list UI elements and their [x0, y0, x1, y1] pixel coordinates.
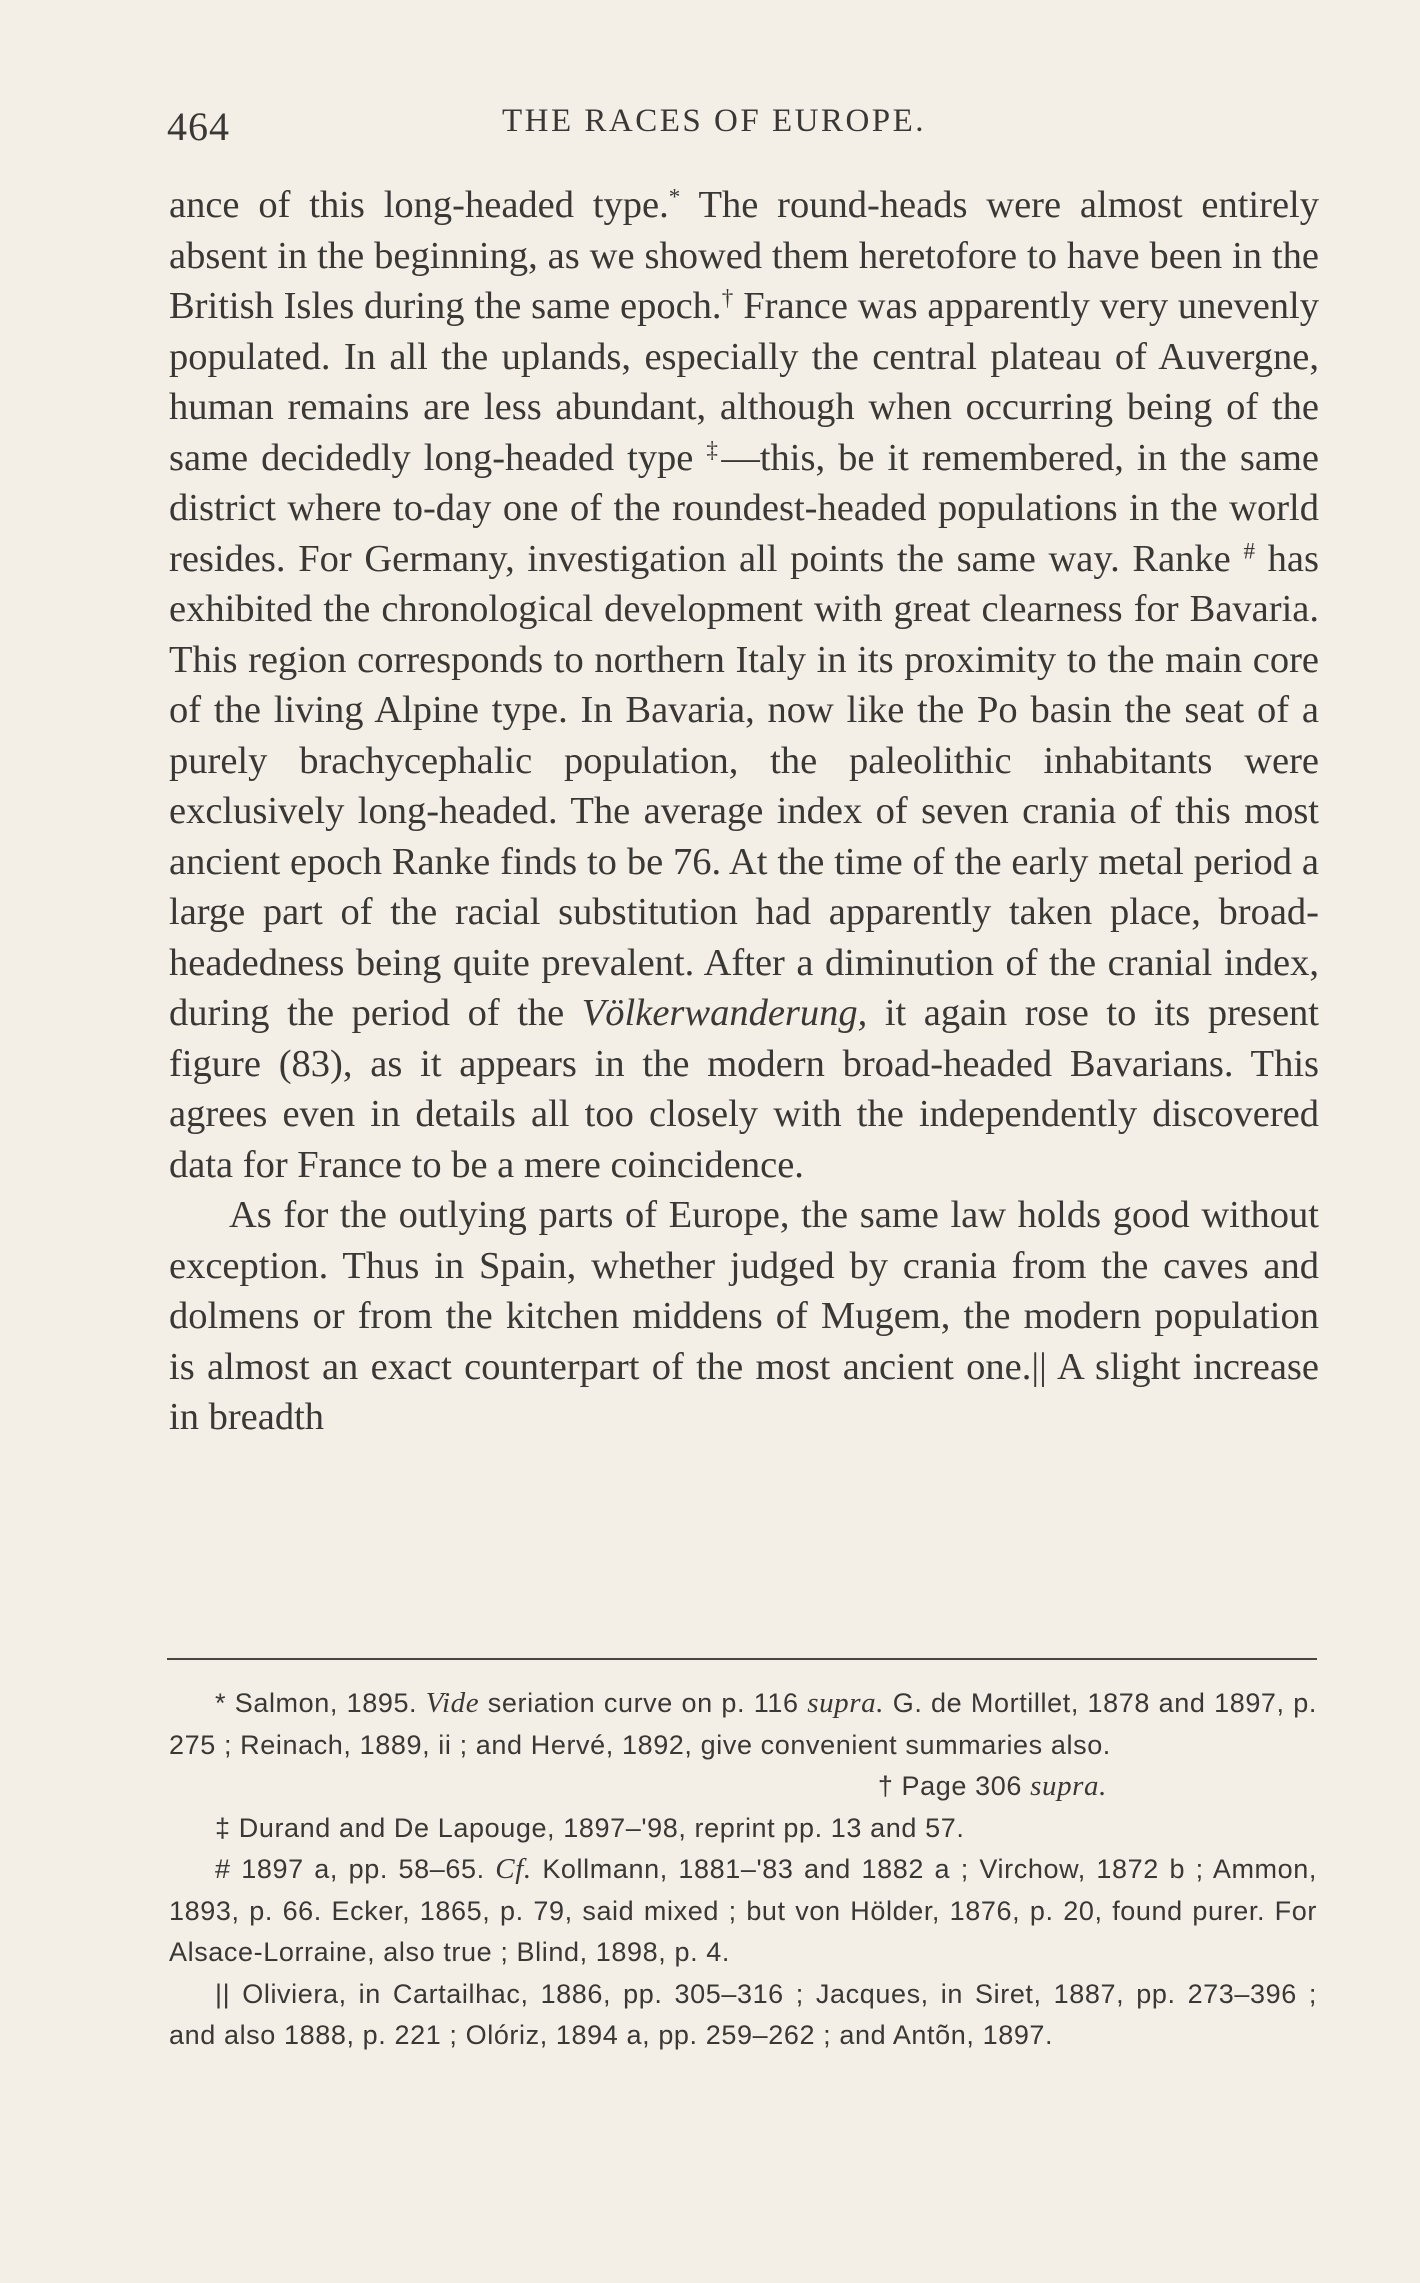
footnote-marker: #: [1243, 536, 1255, 563]
text-run: ance of this long-headed type.: [169, 184, 669, 226]
footnote-text: 1897 a, pp. 58–65.: [230, 1854, 496, 1884]
text-run: The round-heads were almost entirely absent in the beginning, as we showed them heretofore to have been in the British Isles during the same epoch.: [169, 184, 1319, 327]
paragraph-1: [169, 180, 1319, 1190]
text-run: As for the outlying parts of Europe, the same law holds good without exception. Thus in Spain, whether judged by crania from the caves and dolmens or from the kitchen middens of Mugem, the modern population is almost an exact counterpart of the most ancient one.: [169, 1194, 1319, 1388]
footnote-5: [169, 1974, 1317, 2057]
footnote-2-line: [169, 1766, 1317, 1808]
footnote-divider: [167, 1658, 1317, 1660]
text-run: France was apparently very unevenly populated. In all the uplands, especially the central plateau of Auvergne, human remains are less abundant, although when occurring being of the same decidedly long-headed type: [169, 285, 1319, 479]
text-run: —this, be it remembered, in the same district where to-day one of the roundest-headed populations in the world resides. For Germany, investigation all points the same way. Ranke: [169, 436, 1319, 580]
footnote-text: Kollmann, 1881–'83 and 1882 a ; Virchow, 1872 b ; Ammon, 1893, p. 66. Ecker, 1865, p. 79, said mixed ; but von Hölder, 1876, p. 20, found purer. For Alsace-Lorraine, also true ; Blind, 1898, p. 4.: [169, 1854, 1317, 1967]
footnotes: [169, 1683, 1317, 2057]
italic-term: supra.: [1030, 1770, 1107, 1802]
italic-term: Cf.: [495, 1853, 532, 1885]
footnote-marker: *: [215, 1688, 227, 1718]
footnote-marker: ||: [215, 1978, 231, 2009]
main-text: [169, 180, 1319, 1443]
footnote-marker: #: [215, 1854, 231, 1884]
page-number: 464: [167, 104, 230, 149]
text-run: it again rose to its present figure (83), as it appears in the modern broad-headed Bavarians. This agrees even in details all too closely with the independently discovered data for France to be a mere coincidence.: [169, 992, 1320, 1186]
italic-term: Völkerwanderung,: [581, 992, 868, 1034]
footnote-text: Salmon, 1895.: [226, 1688, 426, 1718]
text-run: A slight increase in breadth: [169, 1345, 1319, 1438]
text-run: has exhibited the chronological development with great clearness for Bavaria. This region corresponds to northern Italy in its proximity to the main core of the living Alpine type. In Bavaria, now like the Po basin the seat of a purely brachycephalic population, the paleolithic inhabitants were exclusively long-headed. The average index of seven crania of this most ancient epoch Ranke finds to be 76. At the time of the early metal period a large part of the racial substitution had apparently taken place, broad-headedness being quite prevalent. After a diminution of the cranial index, during the period of the: [169, 537, 1319, 1034]
page-header: [167, 95, 1317, 155]
footnote-marker: ||: [1031, 1345, 1047, 1388]
footnote-marker: ‡: [706, 435, 722, 462]
footnote-text: G. de Mortillet, 1878 and 1897, p. 275 ; Reinach, 1889, ii ; and Hervé, 1892, give convenient summaries also.: [169, 1688, 1317, 1760]
footnote-marker: *: [668, 183, 681, 210]
italic-term: supra.: [807, 1687, 885, 1719]
footnote-text: Oliviera, in Cartailhac, 1886, pp. 305–316 ; Jacques, in Siret, 1887, pp. 273–396 ; and also 1888, p. 221 ; Olóriz, 1894 a, pp. 259–262 ; and Antõn, 1897.: [169, 1978, 1317, 2050]
footnote-marker: †: [721, 284, 734, 311]
footnote-marker: †: [877, 1771, 894, 1801]
footnote-marker: ‡: [215, 1812, 231, 1843]
running-head: THE RACES OF EUROPE.: [502, 103, 927, 139]
footnote-text: Page 306: [893, 1771, 1031, 1801]
footnote-text: Durand and De Lapouge, 1897–'98, reprint pp. 13 and 57.: [230, 1812, 965, 1843]
footnote-3: [169, 1808, 1317, 1850]
footnote-1: [169, 1683, 1317, 1766]
footnote-text: seriation curve on p. 116: [479, 1688, 808, 1718]
italic-term: Vide: [425, 1687, 480, 1719]
paragraph-2: [169, 1190, 1319, 1443]
footnote-2: [878, 1766, 1107, 1808]
footnote-4: [169, 1849, 1317, 1974]
